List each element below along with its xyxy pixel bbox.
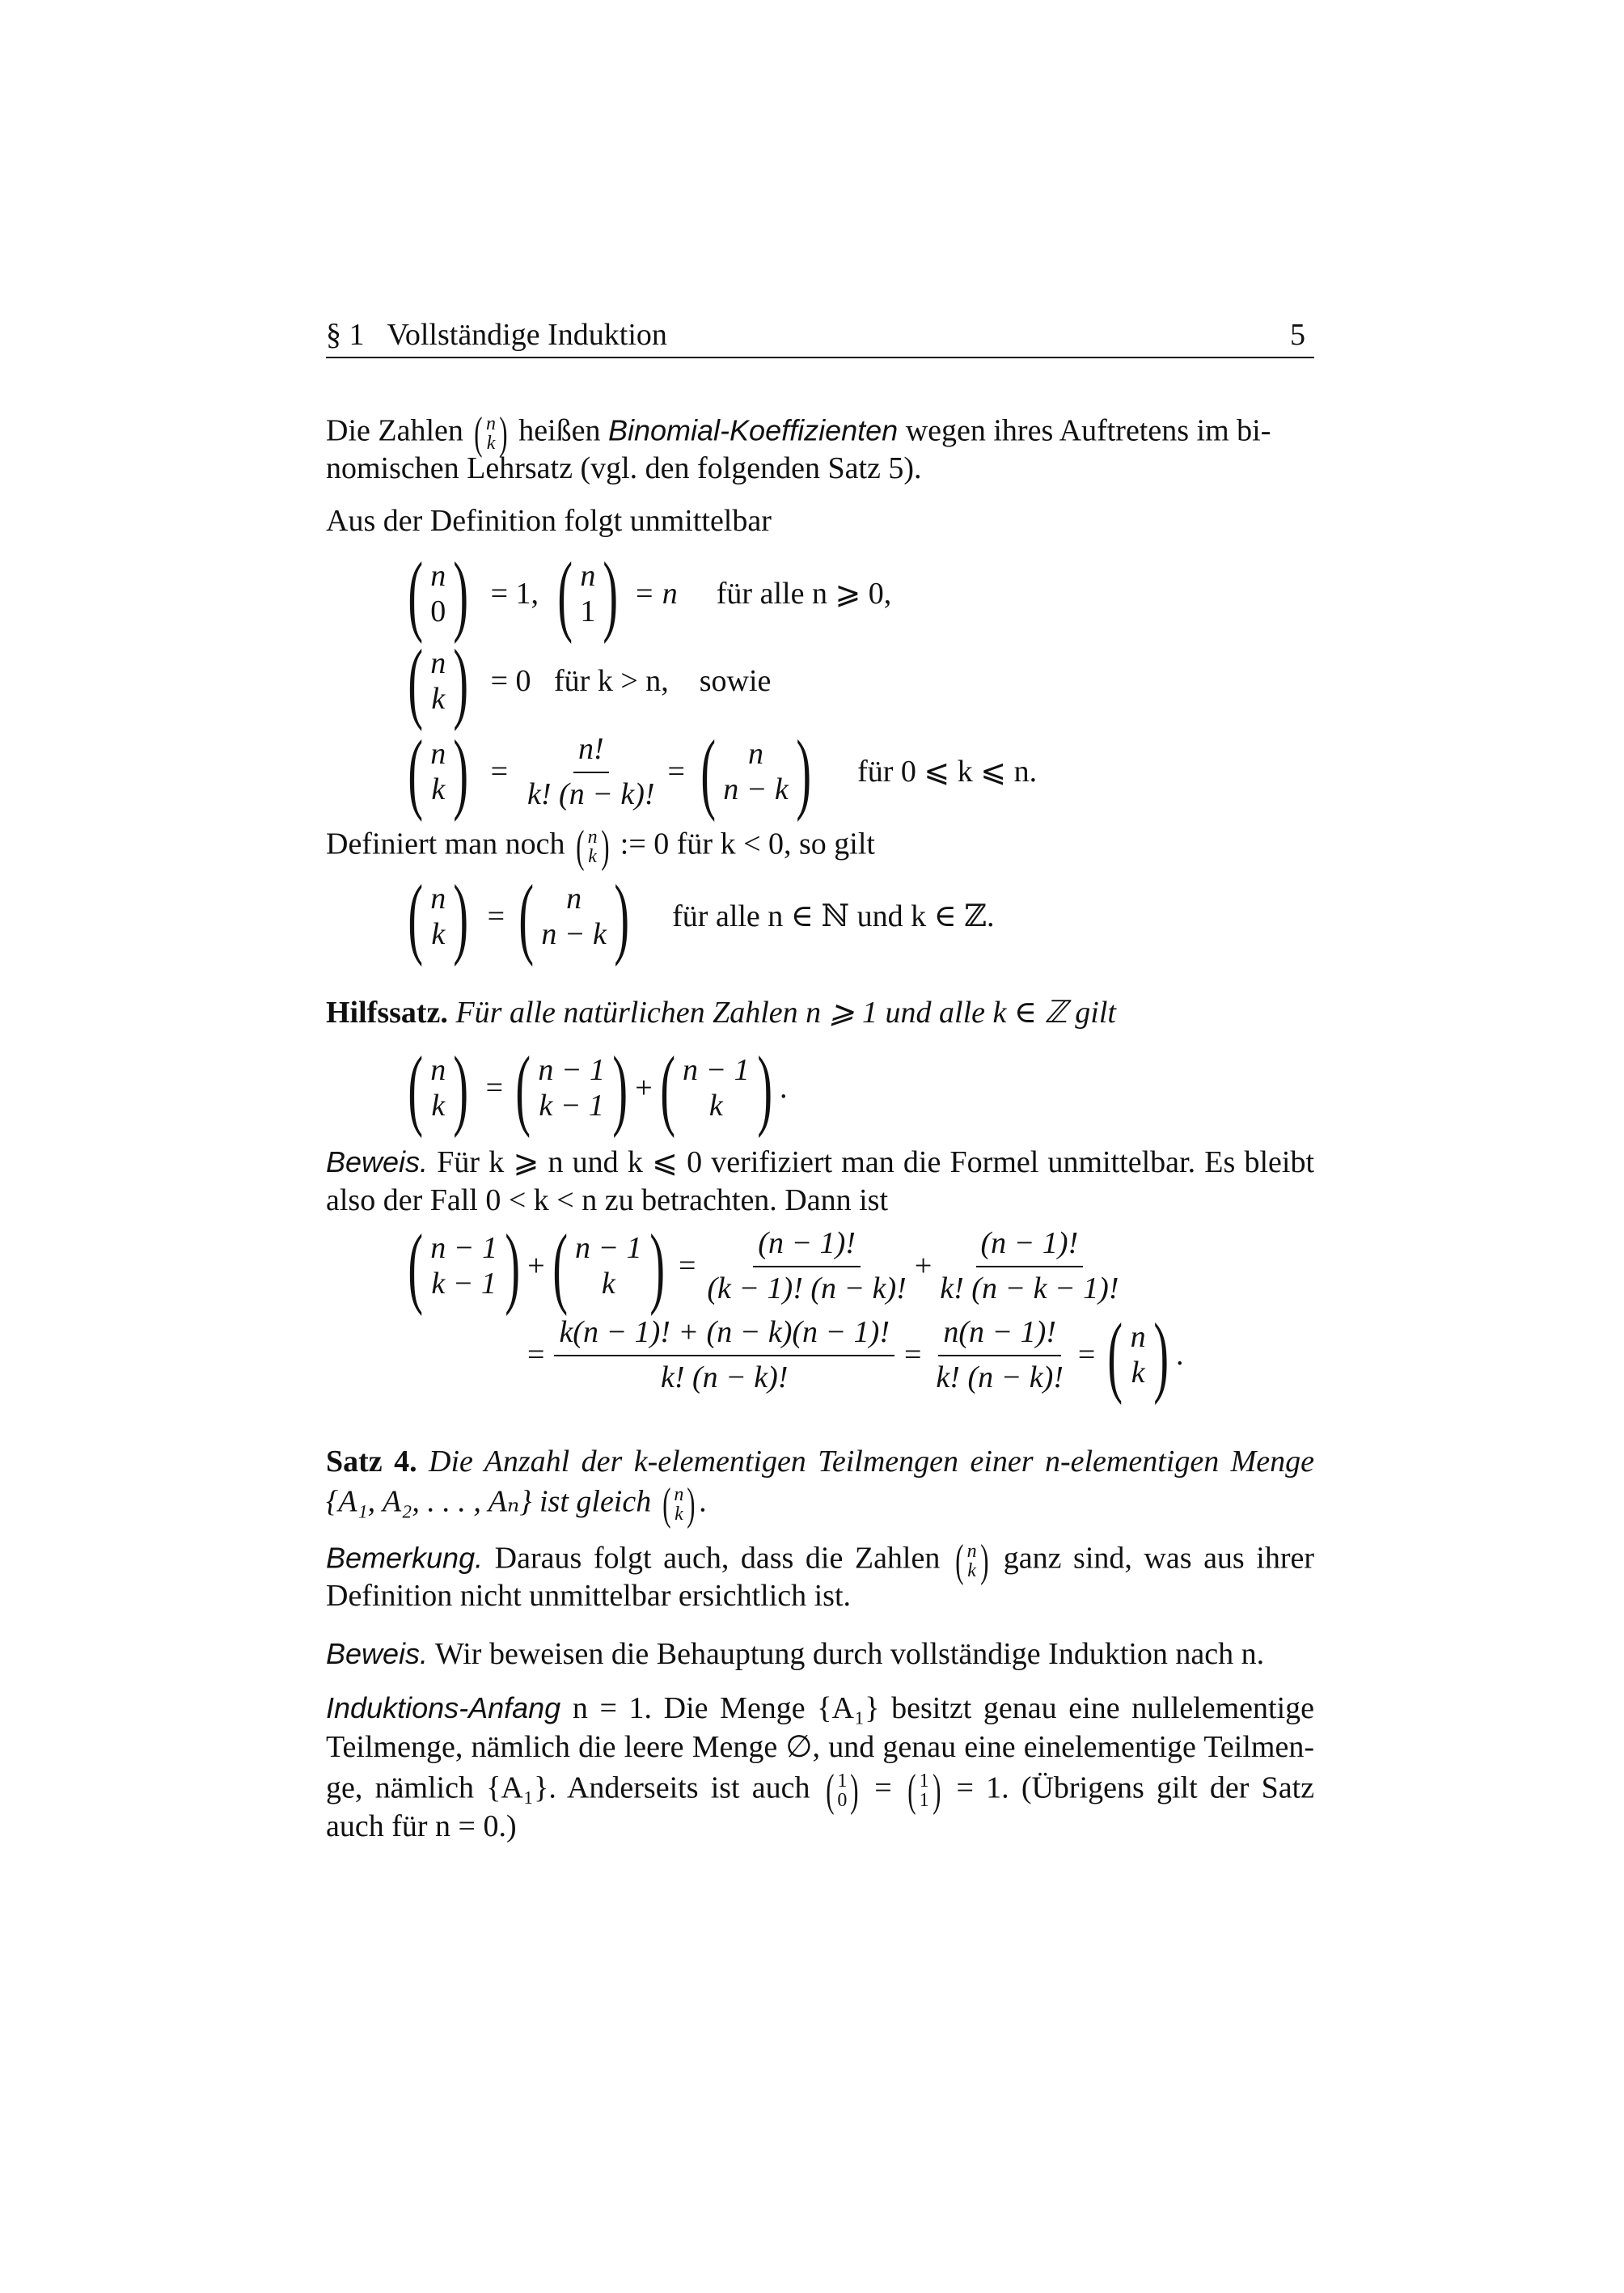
binom-n-k: ( n k ) <box>1107 1305 1169 1406</box>
term-binomial-koeffizienten: Binomial-Koeffizienten <box>607 413 899 447</box>
page-number: 5 <box>1290 318 1305 352</box>
induction-line-2: Teilmenge, nämlich die leere Menge ∅, und genau eine einelementige Teilmen- <box>326 1730 1314 1764</box>
binom-1-0-inline: ( 1 0 ) <box>825 1766 859 1816</box>
theorem-line-2: {A₁, A₂, . . . , Aₙ} ist gleich ( n k ) . <box>326 1479 707 1529</box>
equation-proof-step-1: ( n − 1 k − 1 ) + ( n − 1 k ) = $\frac{(n - 1)!}{(k - 1)! (n - k)!}$ + $\frac{(n - 1)!}{k! (n - k - 1)!}$ <box>400 1221 1123 1312</box>
proof-label: Beweis. <box>326 1145 429 1178</box>
running-header-section: § 1 Vollständige Induktion <box>326 318 667 352</box>
binom-n-k: ( n k ) <box>408 722 469 823</box>
remark-line-1: Bemerkung. Daraus folgt auch, dass die Zahlen ( n k ) ganz sind, was aus ihrer <box>326 1536 1314 1586</box>
binom-nminus1-kminus1: ( n − 1 k − 1 ) <box>408 1216 520 1317</box>
binom-n-k-inline: ( n k ) <box>576 822 610 872</box>
theorem-line-1: Satz 4. Die Anzahl der k-elementigen Teilmengen einer n-elementigen Menge <box>326 1445 1315 1479</box>
fraction-term-1: $\frac{(n - 1)!}{(k - 1)! (n - k)!}$ <box>707 1226 907 1305</box>
binom-n-k-inline: ( n k ) <box>662 1479 696 1529</box>
header-rule <box>326 357 1314 358</box>
binom-n-k: ( n k ) <box>408 1039 469 1139</box>
equation-proof-step-2: = $\frac{k(n - 1)! + (n - k)(n - 1)!}{k! (n - k)!}$ = $\frac{n(n - 1)!}{k! (n - k)!}$ = ( n k ) . <box>527 1305 1184 1406</box>
proof-label: Beweis. <box>326 1637 429 1670</box>
binom-nminus1-k: ( n − 1 k ) <box>552 1216 665 1317</box>
remark-line-2: Definition nicht unmittelbar ersichtlich ist. <box>326 1579 852 1613</box>
binom-n-1: ( n 1 ) <box>557 544 619 645</box>
induction-line-3: ge, nämlich {A₁}. Anderseits ist auch ( 1 0 ) = ( 1 1 ) = 1. (Übrigens gilt der Satz <box>326 1766 1315 1816</box>
binom-nminus1-k: ( n − 1 k ) <box>660 1039 772 1139</box>
lemma-statement: Hilfssatz. Für alle natürlichen Zahlen n ⩾ 1 und alle k ∈ ℤ gilt <box>326 996 1116 1030</box>
equation-binom-n0-n1: ( n 0 ) = 1, ( n 1 ) = n für alle n ⩾ 0, <box>400 550 891 639</box>
fraction-term-4: $\frac{n(n - 1)!}{k! (n - k)!}$ <box>936 1315 1064 1394</box>
theorem-label: Satz 4. <box>326 1445 417 1479</box>
binom-n-0: ( n 0 ) <box>408 544 469 645</box>
definition-negative-k: Definiert man noch ( n k ) := 0 für k < 0, so gilt <box>326 822 875 872</box>
fraction-term-2: $\frac{(n - 1)!}{k! (n - k - 1)!}$ <box>940 1226 1119 1305</box>
binom-n-k-inline: ( n k ) <box>955 1536 989 1586</box>
equation-pascal: ( n k ) = ( n − 1 k − 1 ) + ( n − 1 k ) . <box>400 1043 787 1134</box>
binom-n-nminusk: ( n n − k ) <box>518 867 629 967</box>
binom-n-k: ( n k ) <box>408 867 469 967</box>
binom-n-k: ( n k ) <box>408 632 469 732</box>
definition-lead: Aus der Definition folgt unmittelbar <box>326 504 772 538</box>
intro-line-2: nomischen Lehrsatz (vgl. den folgenden Satz 5). <box>326 451 922 485</box>
equation-symmetry: ( n k ) = ( n n − k ) für alle n ∈ ℕ und k ∈ ℤ. <box>400 872 995 962</box>
equation-binom-zero: ( n k ) = 0 für k > n, sowie <box>400 637 771 726</box>
fraction-term-3: $\frac{k(n - 1)! + (n - k)(n - 1)!}{k! (n - k)!}$ <box>554 1314 894 1396</box>
binom-n-k-inline: ( n k ) <box>474 408 508 459</box>
induction-label: Induktions-Anfang <box>326 1691 561 1724</box>
equation-binom-factorial: ( n k ) = $\frac{n!}{k! (n - k)!}$ = ( n n − k ) für 0 ⩽ k ⩽ n. <box>400 725 1037 820</box>
proof1-line-2: also der Fall 0 < k < n zu betrachten. Dann ist <box>326 1183 889 1217</box>
binom-n-nminusk: ( n n − k ) <box>700 722 811 823</box>
binom-nminus1-kminus1: ( n − 1 k − 1 ) <box>515 1039 628 1139</box>
induction-line-1: Induktions-Anfang n = 1. Die Menge {A₁} besitzt genau eine nullelementige <box>326 1691 1315 1725</box>
fraction-factorial: $\frac{n!}{k! (n - k)!}$ <box>527 732 655 811</box>
lemma-label: Hilfssatz. <box>326 996 448 1030</box>
intro-line-1: Die Zahlen ( n k ) heißen Binomial-Koeffizienten wegen ihres Auftretens im bi- <box>326 408 1271 459</box>
remark-label: Bemerkung. <box>326 1541 484 1575</box>
proof2-line: Beweis. Wir beweisen die Behauptung durch vollständige Induktion nach n. <box>326 1637 1265 1671</box>
induction-line-4: auch für n = 0.) <box>326 1809 517 1843</box>
binom-1-1-inline: ( 1 1 ) <box>907 1766 941 1816</box>
proof1-line-1: Beweis. Für k ⩾ n und k ⩽ 0 verifiziert man die Formel unmittelbar. Es bleibt <box>326 1145 1315 1179</box>
